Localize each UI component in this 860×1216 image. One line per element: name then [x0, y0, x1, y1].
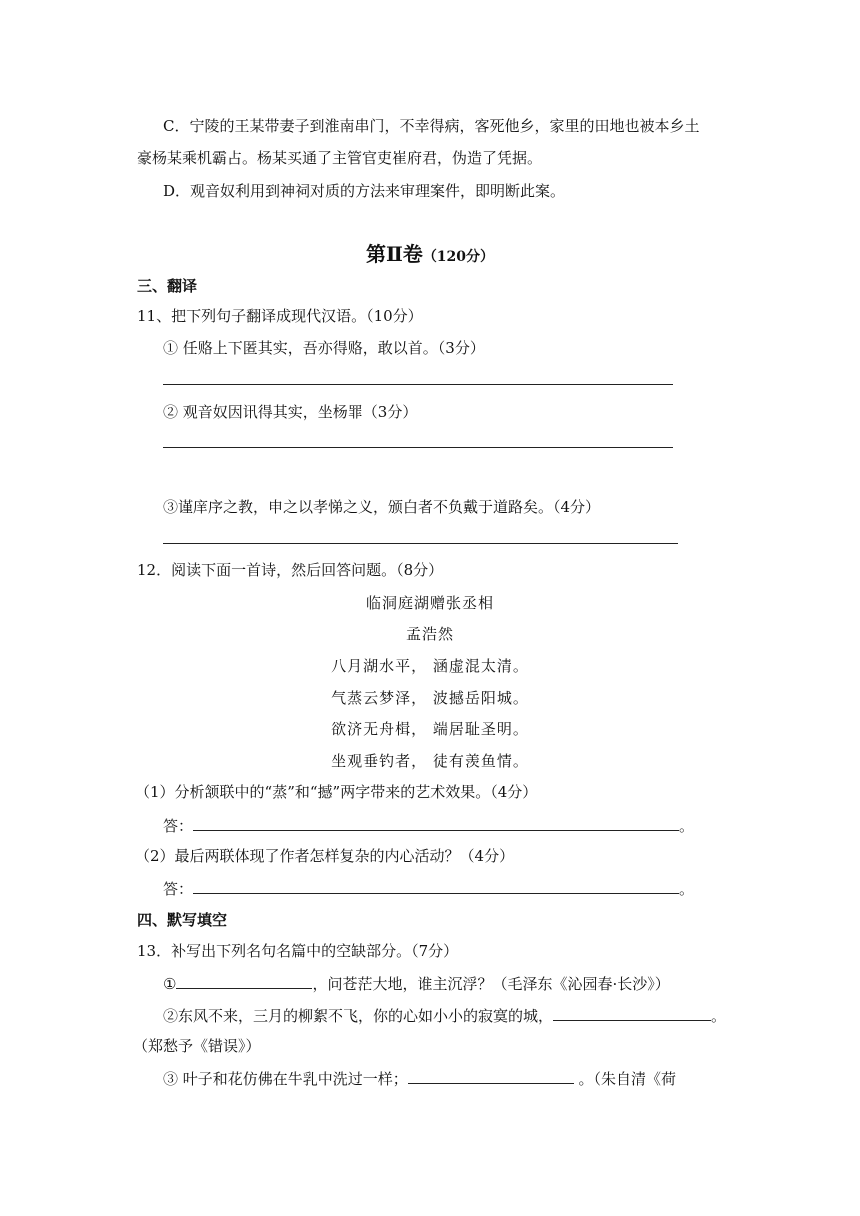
q12-sub-2: （2）最后两联体现了作者怎样复杂的内心活动？（4分）: [135, 847, 515, 865]
q13-item-2: ②东风不来，三月的柳絮不飞，你的心如小小的寂寞的城， 。: [163, 1007, 727, 1025]
q12-answer-1: [163, 815, 694, 836]
section3-heading: 三、翻译: [137, 277, 198, 295]
poem-title: 临洞庭湖赠张丞相: [365, 594, 494, 612]
fill-blank-1[interactable]: [176, 973, 312, 989]
poem-line: 气蒸云梦泽， 波撼岳阳城。: [331, 689, 529, 707]
q11-item-2: ② 观音奴因讯得其实，坐杨罪（3分）: [163, 403, 418, 421]
poem-line: 坐观垂钓者， 徒有羡鱼情。: [331, 752, 529, 770]
answer-label: 答：: [163, 817, 194, 835]
option-c-line2: 豪杨某乘机霸占。杨某买通了主管官吏崔府君，伪造了凭据。: [137, 149, 543, 167]
answer-line-3[interactable]: [163, 543, 678, 544]
answer-line-2[interactable]: [163, 447, 673, 448]
q12-answer-2: [163, 878, 694, 899]
q11-item-1: ① 任赂上下匿其实，吾亦得赂，敢以首。（3分）: [163, 339, 485, 357]
part2-score: （120分）: [422, 249, 495, 265]
poem-line: 八月湖水平， 涵虚混太清。: [331, 657, 529, 675]
fill-blank-3[interactable]: [408, 1068, 574, 1084]
question-12: 12．阅读下面一首诗，然后回答问题。（8分）: [137, 561, 444, 579]
end-mark: 。: [679, 880, 695, 898]
q12-sub-1: （1）分析颔联中的“蒸”和“撼”两字带来的艺术效果。（4分）: [135, 783, 538, 801]
q11-item-3: ③谨庠序之教，申之以孝悌之义，颁白者不负戴于道路矣。（4分）: [163, 498, 601, 516]
q13-item-1: ① ，问苍茫大地，谁主沉浮？（毛泽东《沁园春·长沙》）: [163, 975, 670, 993]
question-13: 13．补写出下列名句名篇中的空缺部分。（7分）: [137, 942, 459, 960]
answer-line-1[interactable]: [163, 384, 673, 385]
answer-blank-1[interactable]: [193, 815, 679, 831]
q13-item-3: ③ 叶子和花仿佛在牛乳中洗过一样； 。（朱自清《荷: [163, 1070, 677, 1088]
poem-line: 欲济无舟楫， 端居耻圣明。: [331, 720, 529, 738]
end-mark: 。: [679, 817, 695, 835]
answer-blank-2[interactable]: [193, 878, 679, 894]
section4-heading: 四、默写填空: [137, 911, 228, 929]
option-c-line1: C．宁陵的王某带妻子到淮南串门，不幸得病，客死他乡，家里的田地也被本乡土: [163, 117, 700, 135]
answer-label: 答：: [163, 880, 194, 898]
part2-title: 第Ⅱ卷（120分）: [365, 242, 495, 266]
q13-item-2-source: （郑愁予《错误》）: [133, 1037, 261, 1055]
poem-author: 孟浩然: [405, 625, 454, 643]
option-d: D．观音奴利用到神祠对质的方法来审理案件，即明断此案。: [163, 182, 566, 200]
question-11: 11、把下列句子翻译成现代汉语。（10分）: [137, 307, 423, 325]
fill-blank-2[interactable]: [553, 1005, 711, 1021]
